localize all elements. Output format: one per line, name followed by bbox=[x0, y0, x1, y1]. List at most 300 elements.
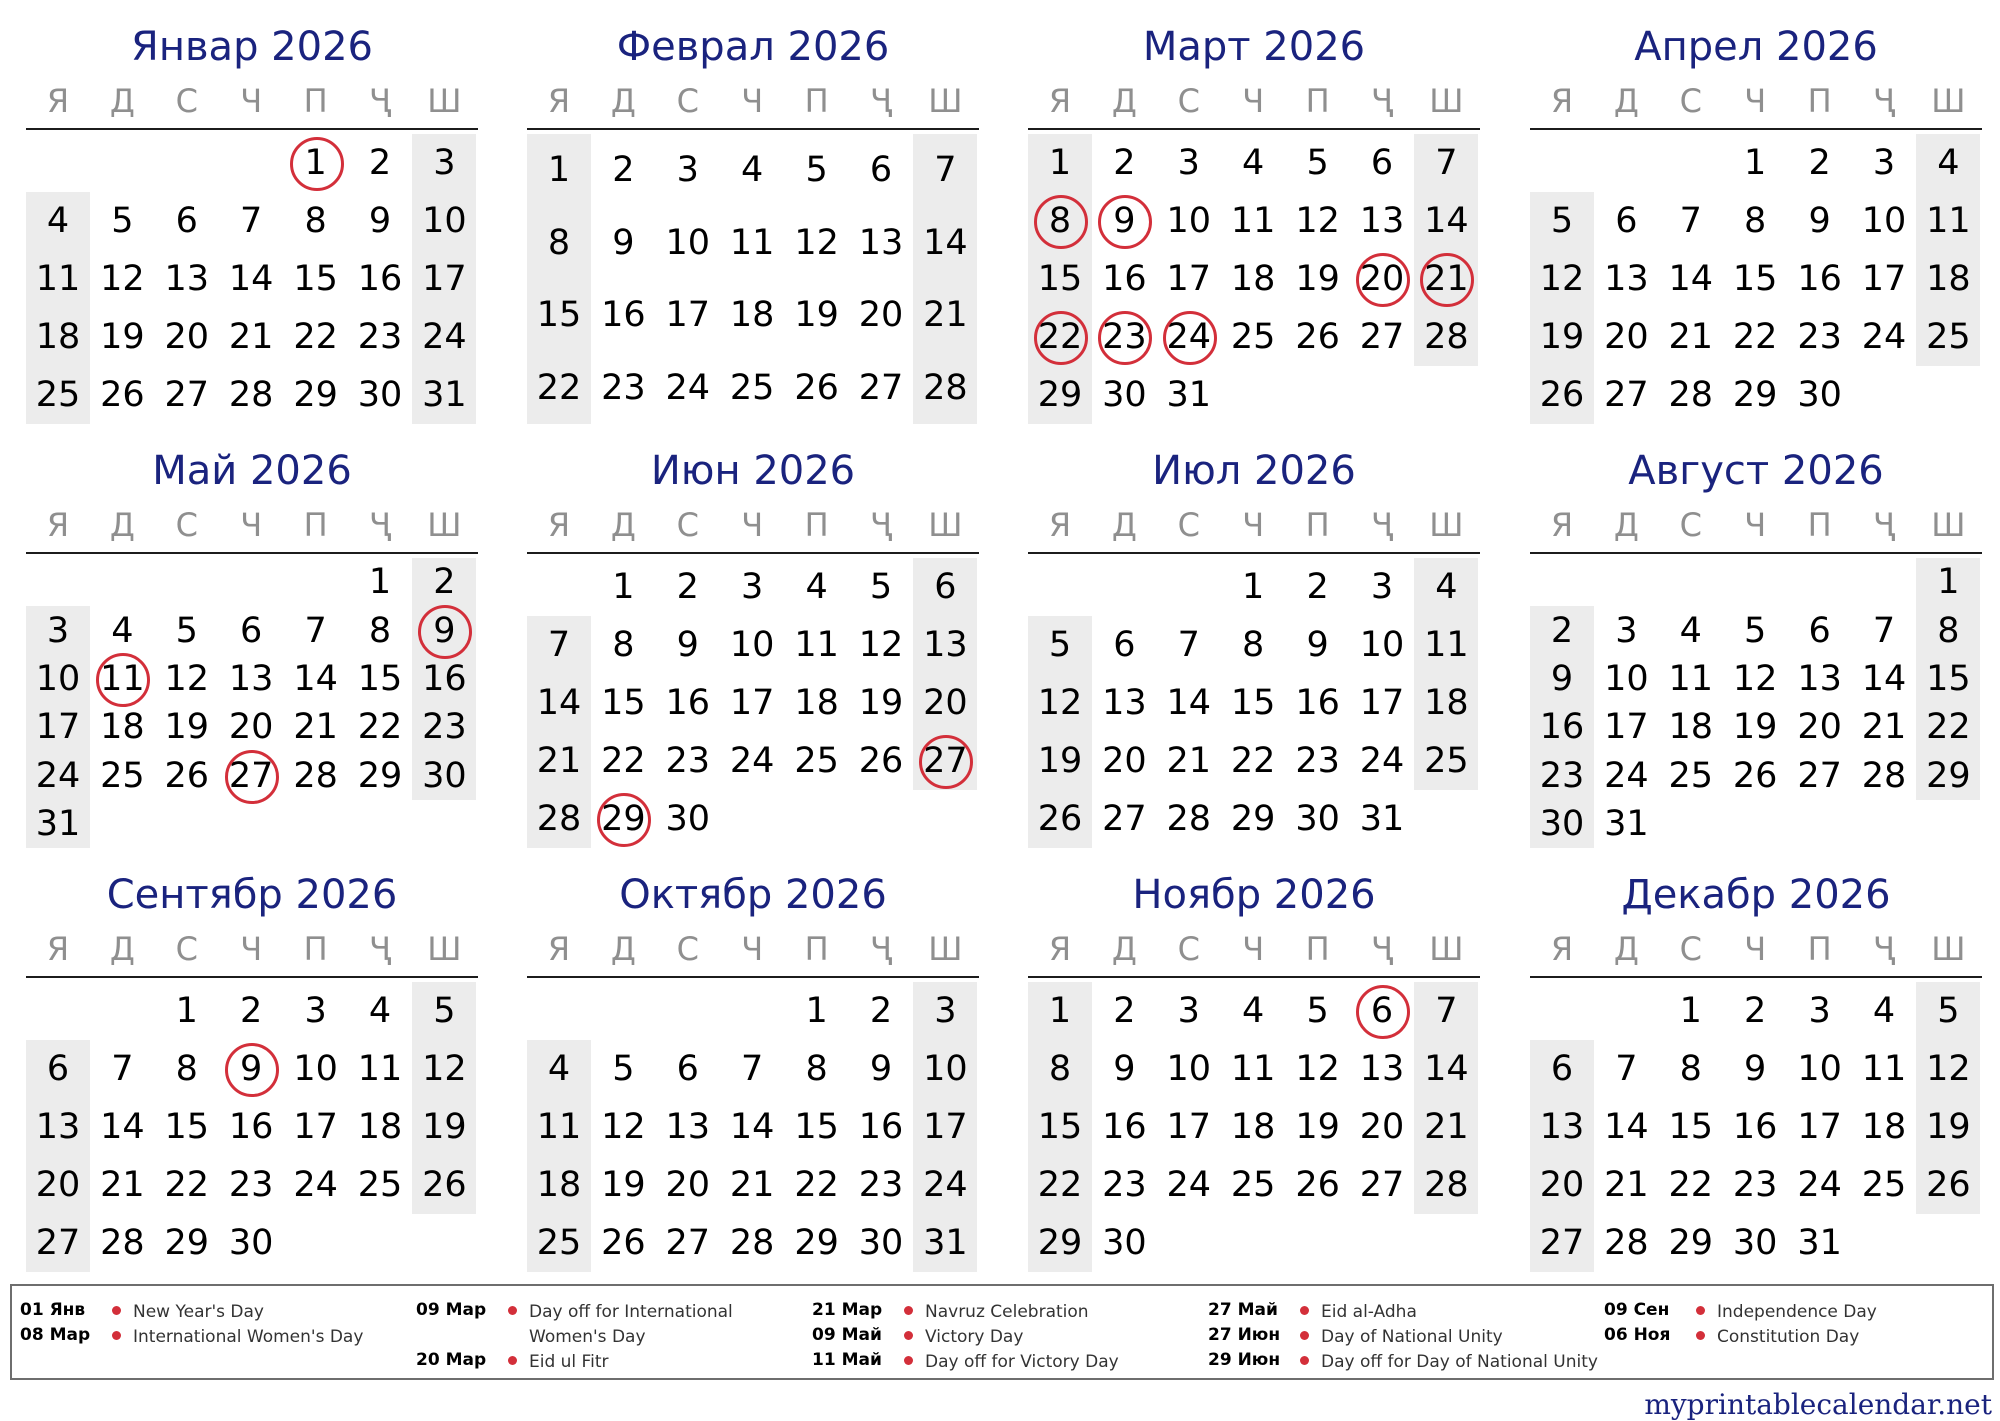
day-cell: 13 bbox=[1797, 658, 1842, 699]
holiday-dot-icon bbox=[904, 1331, 913, 1340]
day-cell: 26 bbox=[1926, 1165, 1971, 1205]
day-cell: 4 bbox=[1435, 567, 1458, 607]
day-cell: 13 bbox=[665, 1107, 711, 1147]
day-cell: 7 bbox=[240, 201, 263, 241]
day-cell: 8 bbox=[1937, 610, 1960, 651]
day-cell: 29 bbox=[1926, 755, 1971, 796]
weekday-label: Ч bbox=[741, 506, 764, 544]
day-cell: 25 bbox=[100, 755, 145, 796]
day-cell: 19 bbox=[1037, 741, 1083, 781]
day-cell: 26 bbox=[1732, 755, 1778, 796]
day-cell: 22 bbox=[1668, 1165, 1714, 1205]
day-cell: 20 bbox=[923, 683, 968, 723]
legend-date: 20 Мар bbox=[416, 1350, 487, 1370]
day-cell: 3 bbox=[1615, 610, 1638, 651]
day-cell: 3 bbox=[1177, 991, 1200, 1031]
day-cell: 11 bbox=[90, 657, 154, 701]
day-cell: 26 bbox=[164, 755, 210, 796]
day-cell: 1 bbox=[175, 991, 198, 1031]
month-2 bbox=[527, 6, 979, 426]
day-cell: 18 bbox=[536, 1165, 582, 1205]
holiday-dot-icon bbox=[1300, 1331, 1309, 1340]
day-cell: 1 bbox=[1048, 991, 1072, 1031]
legend-holiday-name: Victory Day bbox=[925, 1327, 1024, 1347]
day-cell: 11 bbox=[35, 259, 81, 299]
weekday-label: Ч bbox=[1744, 930, 1767, 968]
header-divider bbox=[527, 552, 979, 554]
weekday-label: С bbox=[1177, 82, 1200, 120]
day-cell: 14 bbox=[923, 222, 968, 263]
weekday-label: П bbox=[303, 82, 328, 120]
day-cell: 2 bbox=[1744, 991, 1767, 1031]
day-cell: 24 bbox=[1861, 317, 1907, 357]
day-cell: 14 bbox=[1668, 259, 1714, 299]
weekday-label: С bbox=[676, 82, 699, 120]
day-cell: 21 bbox=[228, 317, 274, 357]
holiday-dot-icon bbox=[1696, 1306, 1705, 1315]
weekday-label: Ч bbox=[240, 506, 263, 544]
day-cell: 6 bbox=[1370, 143, 1394, 183]
day-cell: 22 bbox=[1732, 317, 1778, 357]
day-cell: 10 bbox=[1166, 1049, 1212, 1089]
day-cell: 12 bbox=[164, 658, 210, 699]
day-cell: 4 bbox=[547, 1049, 571, 1089]
holiday-circle-marker bbox=[96, 653, 150, 707]
day-cell: 9 bbox=[368, 201, 392, 241]
day-cell: 28 bbox=[1424, 1165, 1469, 1205]
day-cell: 30 bbox=[1732, 1223, 1778, 1263]
day-cell: 27 bbox=[35, 1223, 81, 1263]
weekday-label: Д bbox=[610, 930, 636, 968]
day-cell: 30 bbox=[1295, 799, 1340, 839]
weekday-label: П bbox=[1305, 930, 1330, 968]
day-cell: 23 bbox=[665, 741, 711, 781]
day-cell: 31 bbox=[1797, 1223, 1842, 1263]
holiday-circle-marker bbox=[1356, 253, 1410, 307]
day-cell: 13 bbox=[1539, 1107, 1585, 1147]
day-cell: 19 bbox=[100, 317, 145, 357]
day-cell: 14 bbox=[100, 1107, 145, 1147]
legend-holiday-name: Eid al-Adha bbox=[1321, 1302, 1417, 1322]
legend-holiday-name: Day off for International bbox=[529, 1302, 733, 1322]
weekday-label: Я bbox=[547, 82, 571, 120]
day-cell: 15 bbox=[1732, 259, 1778, 299]
day-cell: 25 bbox=[1861, 1165, 1907, 1205]
day-cell: 2 bbox=[433, 562, 456, 603]
day-cell: 16 bbox=[228, 1107, 274, 1147]
header-divider bbox=[26, 552, 478, 554]
month-title: Август 2026 bbox=[1628, 448, 1884, 494]
legend-holiday-name: Women's Day bbox=[529, 1327, 646, 1347]
day-cell: 10 bbox=[1861, 201, 1907, 241]
day-cell: 1 bbox=[805, 991, 828, 1031]
weekday-label: Ш bbox=[928, 930, 963, 968]
weekday-label: Ш bbox=[928, 506, 963, 544]
day-cell: 23 bbox=[601, 367, 646, 408]
month-title: Ноябр 2026 bbox=[1132, 872, 1376, 918]
day-cell: 8 bbox=[175, 1049, 198, 1089]
holiday-dot-icon bbox=[1300, 1306, 1309, 1315]
month-title: Апрел 2026 bbox=[1634, 24, 1878, 70]
day-cell: 9 bbox=[676, 625, 699, 665]
weekday-label: Ҷ bbox=[369, 82, 391, 120]
day-cell: 10 bbox=[35, 658, 81, 699]
legend-date: 09 Сен bbox=[1604, 1300, 1670, 1320]
day-cell: 3 bbox=[1177, 143, 1200, 183]
weekday-label: Ш bbox=[1931, 506, 1966, 544]
day-cell: 15 bbox=[601, 683, 646, 723]
day-cell: 28 bbox=[923, 367, 968, 408]
weekday-label: Ш bbox=[1931, 82, 1966, 120]
day-cell: 16 bbox=[1102, 1107, 1147, 1147]
month-title: Июн 2026 bbox=[650, 448, 856, 494]
day-cell: 31 bbox=[422, 375, 467, 415]
day-cell: 20 bbox=[858, 295, 904, 336]
day-cell: 9 bbox=[1113, 1049, 1136, 1089]
day-cell: 6 bbox=[240, 610, 263, 651]
day-cell: 7 bbox=[111, 1049, 134, 1089]
day-cell: 26 bbox=[1539, 375, 1585, 415]
day-cell: 8 bbox=[1048, 1049, 1072, 1089]
day-cell: 7 bbox=[1177, 625, 1200, 665]
day-cell: 5 bbox=[805, 150, 828, 191]
day-cell: 23 bbox=[1102, 1165, 1147, 1205]
day-cell: 23 bbox=[1295, 741, 1340, 781]
weekday-label: Д bbox=[610, 82, 636, 120]
header-divider bbox=[1530, 128, 1982, 130]
day-cell: 5 bbox=[1048, 625, 1072, 665]
day-cell: 10 bbox=[923, 1049, 968, 1089]
day-cell: 21 bbox=[293, 707, 338, 748]
weekday-label: Я bbox=[46, 506, 70, 544]
day-cell: 23 bbox=[228, 1165, 274, 1205]
day-cell: 15 bbox=[1037, 1107, 1083, 1147]
legend-date: 27 Май bbox=[1208, 1300, 1278, 1320]
weekday-label: Ч bbox=[1744, 82, 1767, 120]
day-cell: 23 bbox=[858, 1165, 904, 1205]
weekday-label: Д bbox=[1613, 82, 1639, 120]
month-12 bbox=[1530, 854, 1982, 1274]
header-divider bbox=[1028, 552, 1480, 554]
day-cell: 30 bbox=[228, 1223, 274, 1263]
day-cell: 7 bbox=[1435, 143, 1458, 183]
month-3 bbox=[1028, 6, 1480, 426]
day-cell: 28 bbox=[1861, 755, 1907, 796]
day-cell: 22 bbox=[794, 1165, 839, 1205]
weekday-label: С bbox=[1679, 82, 1702, 120]
header-divider bbox=[1530, 976, 1982, 978]
day-cell: 8 bbox=[1242, 625, 1265, 665]
day-cell: 19 bbox=[1295, 259, 1340, 299]
day-cell: 25 bbox=[1668, 755, 1714, 796]
day-cell: 7 bbox=[304, 610, 327, 651]
day-cell: 22 bbox=[293, 317, 338, 357]
holiday-circle-marker bbox=[1098, 195, 1152, 249]
header-divider bbox=[1530, 552, 1982, 554]
day-cell: 24 bbox=[665, 367, 711, 408]
day-cell: 21 bbox=[100, 1165, 145, 1205]
day-cell: 25 bbox=[729, 367, 775, 408]
day-cell: 18 bbox=[100, 707, 145, 748]
day-cell: 30 bbox=[665, 799, 711, 839]
day-cell: 5 bbox=[1550, 201, 1574, 241]
day-cell: 3 bbox=[1370, 567, 1394, 607]
day-cell: 12 bbox=[1295, 1049, 1340, 1089]
day-cell: 11 bbox=[357, 1049, 403, 1089]
legend-date: 06 Ноя bbox=[1604, 1325, 1671, 1345]
weekday-label: С bbox=[1679, 506, 1702, 544]
holiday-circle-marker bbox=[225, 750, 279, 804]
weekday-label: Я bbox=[1048, 82, 1072, 120]
day-cell: 22 bbox=[1230, 741, 1276, 781]
day-cell: 12 bbox=[1037, 683, 1083, 723]
legend-date: 09 Май bbox=[812, 1325, 882, 1345]
day-cell: 14 bbox=[228, 259, 274, 299]
day-cell: 6 bbox=[1808, 610, 1831, 651]
day-cell: 26 bbox=[1295, 317, 1340, 357]
weekday-label: С bbox=[1177, 506, 1200, 544]
day-cell: 5 bbox=[612, 1049, 635, 1089]
day-cell: 17 bbox=[1166, 259, 1212, 299]
day-cell: 10 bbox=[293, 1049, 338, 1089]
day-cell: 15 bbox=[164, 1107, 210, 1147]
day-cell: 12 bbox=[1926, 1049, 1971, 1089]
day-cell: 15 bbox=[536, 295, 582, 336]
month-title: Декабр 2026 bbox=[1621, 872, 1891, 918]
month-8 bbox=[1530, 430, 1982, 850]
day-cell: 2 bbox=[1550, 610, 1574, 651]
day-cell: 13 bbox=[35, 1107, 81, 1147]
day-cell: 6 bbox=[1350, 989, 1414, 1033]
day-cell: 20 bbox=[1350, 257, 1414, 301]
day-cell: 9 bbox=[1306, 625, 1329, 665]
day-cell: 27 bbox=[1797, 755, 1842, 796]
month-title: Январ 2026 bbox=[131, 24, 373, 70]
day-cell: 13 bbox=[164, 259, 210, 299]
day-cell: 11 bbox=[729, 222, 775, 263]
day-cell: 23 bbox=[1539, 755, 1585, 796]
legend-date: 29 Июн bbox=[1208, 1350, 1281, 1370]
day-cell: 13 bbox=[1359, 1049, 1405, 1089]
day-cell: 16 bbox=[1797, 259, 1842, 299]
day-cell: 21 bbox=[1604, 1165, 1649, 1205]
holiday-circle-marker bbox=[1034, 195, 1088, 249]
day-cell: 18 bbox=[35, 317, 81, 357]
day-cell: 27 bbox=[1102, 799, 1147, 839]
day-cell: 21 bbox=[1424, 1107, 1469, 1147]
legend-holiday-name: Eid ul Fitr bbox=[529, 1352, 609, 1372]
day-cell: 14 bbox=[1424, 1049, 1469, 1089]
day-cell: 27 bbox=[1359, 1165, 1405, 1205]
day-cell: 6 bbox=[46, 1049, 70, 1089]
weekday-label: Д bbox=[1111, 82, 1137, 120]
weekday-label: Д bbox=[109, 82, 135, 120]
day-cell: 24 bbox=[422, 317, 467, 357]
day-cell: 4 bbox=[368, 991, 392, 1031]
weekday-label: С bbox=[175, 506, 198, 544]
day-cell: 1 bbox=[284, 141, 348, 185]
weekday-label: Я bbox=[1550, 930, 1574, 968]
day-cell: 11 bbox=[1230, 1049, 1276, 1089]
day-cell: 27 bbox=[913, 739, 977, 783]
month-4 bbox=[1530, 6, 1982, 426]
day-cell: 9 bbox=[219, 1047, 283, 1091]
month-title: Март 2026 bbox=[1142, 24, 1366, 70]
day-cell: 11 bbox=[1424, 625, 1469, 665]
day-cell: 4 bbox=[1242, 143, 1265, 183]
day-cell: 27 bbox=[1539, 1223, 1585, 1263]
weekday-label: Д bbox=[610, 506, 636, 544]
day-cell: 2 bbox=[676, 567, 699, 607]
legend-date: 21 Мар bbox=[812, 1300, 883, 1320]
header-divider bbox=[26, 128, 478, 130]
legend-date: 09 Мар bbox=[416, 1300, 487, 1320]
weekday-label: Ҷ bbox=[369, 506, 391, 544]
day-cell: 29 bbox=[1668, 1223, 1714, 1263]
month-title: Феврал 2026 bbox=[616, 24, 890, 70]
day-cell: 6 bbox=[1113, 625, 1136, 665]
day-cell: 29 bbox=[1732, 375, 1778, 415]
day-cell: 17 bbox=[1359, 683, 1405, 723]
day-cell: 8 bbox=[805, 1049, 828, 1089]
day-cell: 12 bbox=[794, 222, 839, 263]
header-divider bbox=[527, 976, 979, 978]
weekday-label: С bbox=[1177, 930, 1200, 968]
day-cell: 23 bbox=[1092, 315, 1156, 359]
holiday-circle-marker bbox=[919, 735, 973, 789]
weekday-label: П bbox=[1305, 82, 1330, 120]
day-cell: 10 bbox=[729, 625, 775, 665]
day-cell: 8 bbox=[304, 201, 327, 241]
day-cell: 15 bbox=[357, 658, 403, 699]
day-cell: 23 bbox=[1797, 317, 1842, 357]
day-cell: 29 bbox=[164, 1223, 210, 1263]
day-cell: 2 bbox=[1113, 143, 1136, 183]
holiday-circle-marker bbox=[1420, 253, 1474, 307]
day-cell: 9 bbox=[1550, 658, 1574, 699]
weekday-label: С bbox=[676, 930, 699, 968]
weekday-label: Ш bbox=[427, 82, 462, 120]
weekday-label: Ҷ bbox=[1873, 930, 1895, 968]
day-cell: 27 bbox=[858, 367, 904, 408]
day-cell: 4 bbox=[1937, 143, 1960, 183]
day-cell: 15 bbox=[293, 259, 338, 299]
day-cell: 30 bbox=[1102, 1223, 1147, 1263]
day-cell: 11 bbox=[1230, 201, 1276, 241]
day-cell: 10 bbox=[1797, 1049, 1842, 1089]
day-cell: 3 bbox=[676, 150, 699, 191]
day-cell: 28 bbox=[1424, 317, 1469, 357]
day-cell: 17 bbox=[729, 683, 775, 723]
day-cell: 12 bbox=[1295, 201, 1340, 241]
weekday-label: П bbox=[1807, 82, 1832, 120]
weekday-label: Я bbox=[547, 930, 571, 968]
legend-holiday-name: Navruz Celebration bbox=[925, 1302, 1089, 1322]
day-cell: 29 bbox=[1037, 1223, 1083, 1263]
day-cell: 19 bbox=[164, 707, 210, 748]
weekday-label: П bbox=[1807, 930, 1832, 968]
day-cell: 5 bbox=[1937, 991, 1960, 1031]
weekday-label: Ҷ bbox=[1371, 82, 1393, 120]
day-cell: 18 bbox=[794, 683, 839, 723]
day-cell: 14 bbox=[1424, 201, 1469, 241]
legend-holiday-name: Independence Day bbox=[1717, 1302, 1877, 1322]
day-cell: 29 bbox=[293, 375, 338, 415]
day-cell: 28 bbox=[1668, 375, 1714, 415]
day-cell: 21 bbox=[1861, 707, 1907, 748]
weekday-label: П bbox=[303, 930, 328, 968]
day-cell: 3 bbox=[1808, 991, 1831, 1031]
weekday-label: Я bbox=[1550, 82, 1574, 120]
legend-holiday-name: Day off for Day of National Unity bbox=[1321, 1352, 1598, 1372]
month-7 bbox=[1028, 430, 1480, 850]
day-cell: 30 bbox=[1797, 375, 1842, 415]
day-cell: 28 bbox=[293, 755, 338, 796]
day-cell: 1 bbox=[1242, 567, 1265, 607]
day-cell: 6 bbox=[676, 1049, 699, 1089]
day-cell: 15 bbox=[1668, 1107, 1714, 1147]
month-11 bbox=[1028, 854, 1480, 1274]
day-cell: 24 bbox=[293, 1165, 338, 1205]
day-cell: 30 bbox=[422, 755, 467, 796]
day-cell: 10 bbox=[1166, 201, 1212, 241]
day-cell: 29 bbox=[794, 1223, 839, 1263]
day-cell: 8 bbox=[612, 625, 635, 665]
holiday-dot-icon bbox=[904, 1306, 913, 1315]
day-cell: 22 bbox=[1926, 707, 1971, 748]
holiday-circle-marker bbox=[225, 1043, 279, 1097]
day-cell: 7 bbox=[1872, 610, 1896, 651]
day-cell: 19 bbox=[1732, 707, 1778, 748]
day-cell: 8 bbox=[1679, 1049, 1702, 1089]
day-cell: 18 bbox=[1230, 1107, 1276, 1147]
day-cell: 21 bbox=[729, 1165, 775, 1205]
day-cell: 4 bbox=[805, 567, 828, 607]
holiday-circle-marker bbox=[1098, 311, 1152, 365]
legend-date: 08 Мар bbox=[20, 1325, 91, 1345]
day-cell: 22 bbox=[1037, 1165, 1083, 1205]
day-cell: 10 bbox=[665, 222, 711, 263]
day-cell: 26 bbox=[1037, 799, 1083, 839]
weekday-label: Ш bbox=[427, 930, 462, 968]
legend-date: 27 Июн bbox=[1208, 1325, 1281, 1345]
day-cell: 3 bbox=[741, 567, 764, 607]
day-cell: 13 bbox=[228, 658, 274, 699]
weekday-label: Я bbox=[1048, 506, 1072, 544]
holiday-dot-icon bbox=[112, 1306, 121, 1315]
day-cell: 1 bbox=[612, 567, 635, 607]
day-cell: 9 bbox=[1092, 199, 1156, 243]
site-watermark[interactable]: myprintablecalendar.net bbox=[1644, 1388, 1992, 1421]
day-cell: 6 bbox=[1615, 201, 1638, 241]
day-cell: 25 bbox=[35, 375, 81, 415]
weekday-label: Д bbox=[1613, 506, 1639, 544]
legend-date: 01 Янв bbox=[20, 1300, 86, 1320]
day-cell: 4 bbox=[111, 610, 134, 651]
day-cell: 26 bbox=[422, 1165, 467, 1205]
day-cell: 31 bbox=[35, 803, 81, 844]
header-divider bbox=[1028, 128, 1480, 130]
month-10 bbox=[527, 854, 979, 1274]
day-cell: 24 bbox=[1157, 315, 1221, 359]
header-divider bbox=[527, 128, 979, 130]
legend-holiday-name: International Women's Day bbox=[133, 1327, 364, 1347]
day-cell: 7 bbox=[1435, 991, 1458, 1031]
weekday-label: Д bbox=[109, 506, 135, 544]
day-cell: 11 bbox=[1926, 201, 1971, 241]
day-cell: 24 bbox=[1797, 1165, 1842, 1205]
day-cell: 26 bbox=[100, 375, 145, 415]
